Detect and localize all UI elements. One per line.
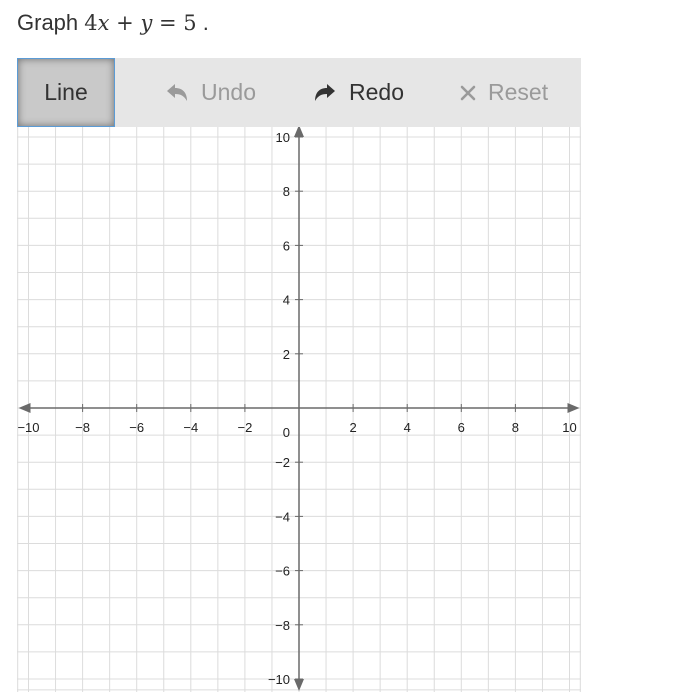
graph-toolbar bbox=[17, 58, 581, 127]
y-axis-down-arrow-icon bbox=[294, 679, 304, 691]
equation bbox=[84, 11, 196, 35]
equation-var-x: x bbox=[97, 11, 110, 35]
graphing-widget bbox=[17, 58, 581, 692]
question-suffix: . bbox=[202, 10, 209, 35]
x-tick-label: −10 bbox=[17, 420, 40, 435]
x-tick-label: −8 bbox=[75, 420, 91, 435]
x-tick-label: 8 bbox=[511, 420, 520, 435]
coordinate-plane[interactable] bbox=[17, 127, 581, 692]
x-tick-label: 10 bbox=[562, 420, 577, 435]
reset-button[interactable] bbox=[460, 58, 548, 127]
y-tick-label: −4 bbox=[275, 509, 290, 525]
x-tick-label: 2 bbox=[349, 420, 357, 435]
question-prompt bbox=[17, 9, 209, 37]
reset-label: Reset bbox=[488, 79, 549, 105]
y-tick-label: −8 bbox=[275, 617, 290, 633]
equation-equals: = bbox=[152, 11, 184, 35]
x-tick-label: −4 bbox=[183, 420, 199, 435]
question-prefix: Graph bbox=[17, 10, 79, 35]
equation-plus: + bbox=[109, 11, 141, 35]
y-tick-label: 4 bbox=[282, 292, 290, 308]
equation-var-y: y bbox=[140, 11, 153, 35]
y-tick-label: 6 bbox=[282, 238, 290, 254]
undo-button[interactable] bbox=[165, 58, 256, 127]
y-tick-label: 8 bbox=[282, 184, 290, 200]
x-tick-label: −2 bbox=[237, 420, 253, 435]
y-tick-label: −10 bbox=[267, 672, 290, 687]
undo-label: Undo bbox=[201, 79, 256, 105]
y-tick-label: 10 bbox=[275, 130, 290, 145]
line-tool-label: Line bbox=[44, 79, 88, 105]
redo-arrow-icon bbox=[313, 83, 337, 103]
equation-coefficient: 4 bbox=[84, 11, 98, 35]
redo-label: Redo bbox=[349, 79, 404, 105]
y-tick-label: 2 bbox=[282, 346, 290, 362]
y-axis-up-arrow-icon bbox=[294, 127, 304, 137]
x-tick-label: 4 bbox=[403, 420, 411, 435]
y-tick-label: −6 bbox=[275, 563, 290, 579]
undo-arrow-icon bbox=[165, 83, 189, 103]
graph-canvas[interactable] bbox=[17, 127, 581, 692]
y-tick-label: −2 bbox=[275, 455, 290, 471]
origin-label: 0 bbox=[282, 425, 290, 440]
x-tick-label: −6 bbox=[129, 420, 145, 435]
close-x-icon bbox=[460, 85, 476, 101]
redo-button[interactable] bbox=[313, 58, 404, 127]
line-tool-button[interactable] bbox=[17, 58, 115, 127]
equation-constant: 5 bbox=[183, 11, 197, 35]
x-tick-label: 6 bbox=[457, 420, 465, 435]
